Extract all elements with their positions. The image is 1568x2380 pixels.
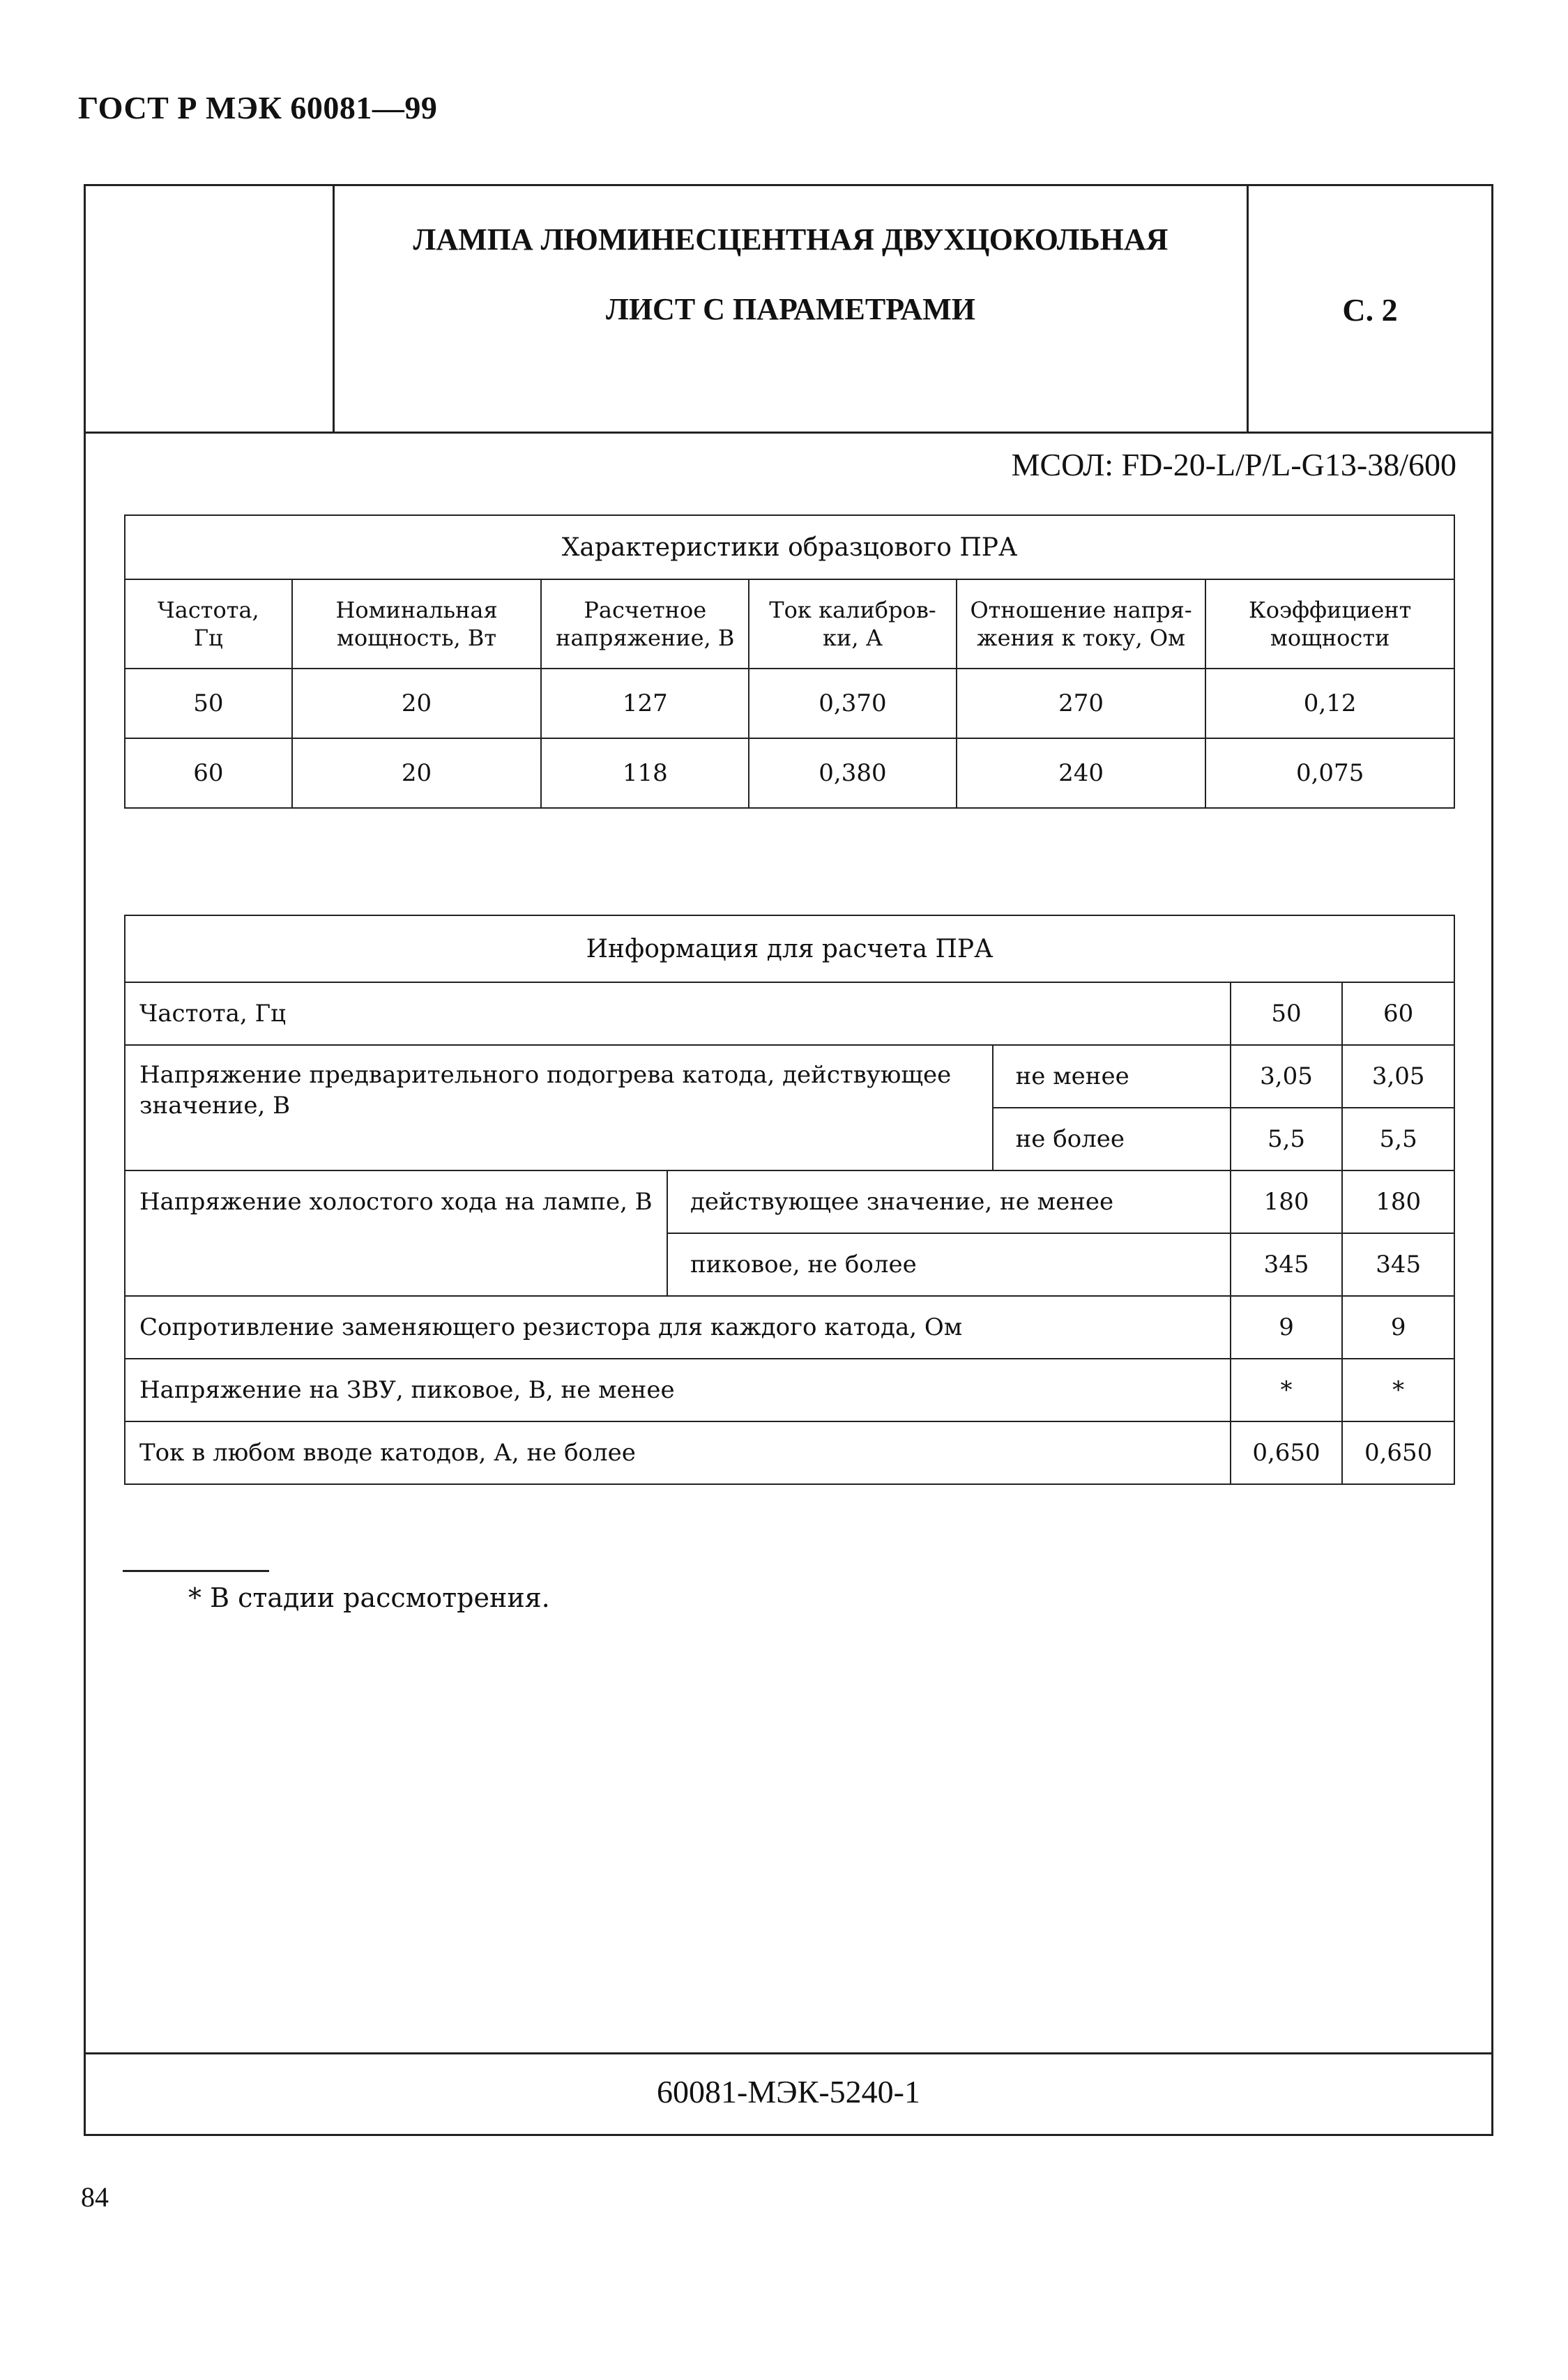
cell: 118 (541, 738, 749, 808)
cell: 127 (541, 669, 749, 738)
row-sublabel: действующее значение, не менее (667, 1170, 1231, 1233)
cell: * (1231, 1359, 1343, 1421)
table-caption: Информация для расчета ПРА (125, 915, 1454, 982)
row-label: Ток в любом вводе катодов, А, не более (125, 1421, 1231, 1484)
cell: 5,5 (1231, 1108, 1343, 1170)
cell: 5,5 (1342, 1108, 1454, 1170)
page-number: 84 (81, 2181, 109, 2213)
cell: 0,075 (1205, 738, 1454, 808)
header-rated-voltage: Расчетное напряжение, В (541, 579, 749, 669)
cell: 345 (1342, 1233, 1454, 1296)
sheet-page-label: С. 2 (1342, 292, 1398, 328)
row-label: Напряжение на ЗВУ, пиковое, В, не менее (125, 1359, 1231, 1421)
lamp-designation: МСОЛ: FD-20-L/P/L-G13-38/600 (1011, 447, 1456, 482)
cell: 60 (1342, 982, 1454, 1045)
cell: * (1342, 1359, 1454, 1421)
cell: 180 (1342, 1170, 1454, 1233)
table-row (125, 1296, 1454, 1359)
cell: 0,12 (1205, 669, 1454, 738)
header-voltage-current-ratio: Отношение напря- жения к току, Ом (957, 579, 1206, 669)
sheet-subtitle: ЛИСТ С ПАРАМЕТРАМИ (606, 292, 975, 326)
cell: 50 (125, 669, 292, 738)
cell: 50 (1231, 982, 1343, 1045)
table-row (125, 1359, 1454, 1421)
cell: 0,650 (1231, 1421, 1343, 1484)
sheet-footer-code: 60081-МЭК-5240-1 (657, 2074, 920, 2110)
cell: 240 (957, 738, 1206, 808)
cell: 270 (957, 669, 1206, 738)
row-label: Напряжение предварительного подогрева катода, действующее значение, В (125, 1045, 993, 1170)
cell: 3,05 (1342, 1045, 1454, 1108)
header-rated-power: Номинальная мощность, Вт (292, 579, 542, 669)
cell: 20 (292, 738, 542, 808)
footer-separator (84, 2052, 1493, 2054)
table-row (125, 1421, 1454, 1484)
cell: 180 (1231, 1170, 1343, 1233)
cell: 345 (1231, 1233, 1343, 1296)
header-power-factor: Коэффициент мощности (1205, 579, 1454, 669)
row-sublabel: не менее (993, 1045, 1231, 1108)
document-code: ГОСТ Р МЭК 60081—99 (78, 90, 438, 125)
cell: 60 (125, 738, 292, 808)
table-row (125, 738, 1454, 808)
cell: 20 (292, 669, 542, 738)
row-label: Сопротивление заменяющего резистора для каждого катода, Ом (125, 1296, 1231, 1359)
table-caption: Характеристики образцового ПРА (125, 515, 1454, 579)
sheet-title: ЛАМПА ЛЮМИНЕСЦЕНТНАЯ ДВУХЦОКОЛЬНАЯ (413, 222, 1169, 257)
row-sublabel: пиковое, не более (667, 1233, 1231, 1296)
cell: 9 (1342, 1296, 1454, 1359)
table-row (125, 982, 1454, 1045)
footnote-rule (123, 1570, 269, 1572)
cell: 9 (1231, 1296, 1343, 1359)
reference-ballast-table (124, 514, 1455, 809)
row-label: Частота, Гц (125, 982, 1231, 1045)
table-row (125, 669, 1454, 738)
title-block-left-cell (84, 184, 335, 434)
row-sublabel: не более (993, 1108, 1231, 1170)
cell: 0,380 (749, 738, 957, 808)
footnote: * В стадии рассмотрения. (188, 1582, 550, 1613)
cell: 0,370 (749, 669, 957, 738)
cell: 0,650 (1342, 1421, 1454, 1484)
ballast-design-info-table (124, 915, 1455, 1485)
table-row (125, 1170, 1454, 1233)
header-frequency: Частота, Гц (125, 579, 292, 669)
header-calibration-current: Ток калибров- ки, А (749, 579, 957, 669)
cell: 3,05 (1231, 1045, 1343, 1108)
table-row (125, 1045, 1454, 1108)
row-label: Напряжение холостого хода на лампе, В (125, 1170, 667, 1296)
